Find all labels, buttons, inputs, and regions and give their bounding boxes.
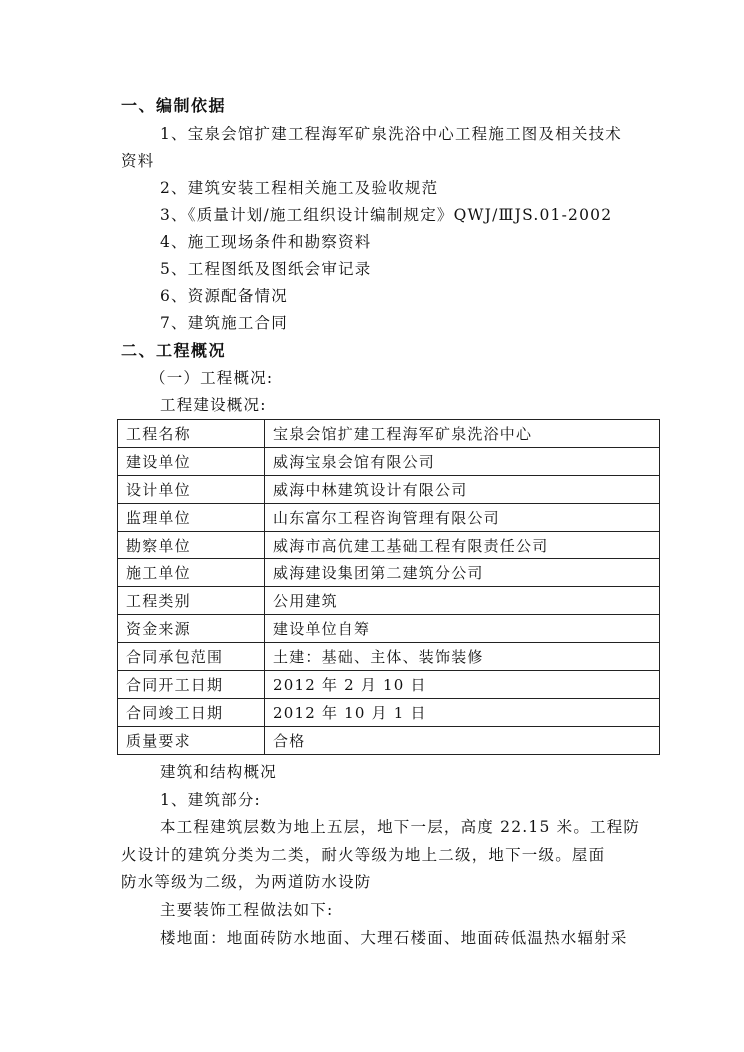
table-row <box>118 475 660 503</box>
architecture-paragraph-line-3: 防水等级为二级，为两道防水设防 <box>121 873 372 891</box>
table-cell-value: 2012 年 10 月 1 日 <box>265 698 660 726</box>
table-cell-label: 质量要求 <box>118 726 265 754</box>
table-cell-value: 威海中林建筑设计有限公司 <box>265 475 660 503</box>
table-cell-label: 勘察单位 <box>118 531 265 559</box>
table-cell-value: 合格 <box>265 726 660 754</box>
table-row <box>118 503 660 531</box>
basis-item-5: 5、工程图纸及图纸会审记录 <box>160 260 372 278</box>
architecture-section-title: 1、建筑部分: <box>160 791 261 809</box>
table-cell-value: 公用建筑 <box>265 587 660 615</box>
table-row <box>118 587 660 615</box>
table-cell-label: 监理单位 <box>118 503 265 531</box>
table-cell-label: 工程类别 <box>118 587 265 615</box>
table-cell-value: 威海市高伉建工基础工程有限责任公司 <box>265 531 660 559</box>
basis-item-3: 3、《质量计划/施工组织设计编制规定》QWJ/ⅢJS.01-2002 <box>160 206 613 224</box>
subheading-overview: （一）工程概况: <box>150 369 274 387</box>
structure-overview-title: 建筑和结构概况 <box>160 763 277 781</box>
table-row <box>118 531 660 559</box>
architecture-paragraph-line-1: 本工程建筑层数为地上五层，地下一层，高度 22.15 米。工程防 <box>160 818 641 836</box>
project-info-table <box>117 419 660 755</box>
table-row <box>118 447 660 475</box>
table-cell-value: 威海宝泉会馆有限公司 <box>265 447 660 475</box>
table-cell-value: 土建：基础、主体、装饰装修 <box>265 643 660 671</box>
table-row <box>118 643 660 671</box>
table-row <box>118 559 660 587</box>
table-cell-label: 建设单位 <box>118 447 265 475</box>
table-cell-label: 合同开工日期 <box>118 671 265 699</box>
table-cell-label: 合同竣工日期 <box>118 698 265 726</box>
table-cell-value: 山东富尔工程咨询管理有限公司 <box>265 503 660 531</box>
table-row <box>118 698 660 726</box>
table-cell-label: 工程名称 <box>118 420 265 448</box>
basis-item-2: 2、建筑安装工程相关施工及验收规范 <box>160 179 439 197</box>
table-row <box>118 615 660 643</box>
section-heading-overview: 二、工程概况 <box>121 341 227 360</box>
basis-item-4: 4、施工现场条件和勘察资料 <box>160 233 372 251</box>
floor-finish-line: 楼地面：地面砖防水地面、大理石楼面、地面砖低温热水辐射采 <box>160 929 628 947</box>
table-row <box>118 726 660 754</box>
table-cell-label: 设计单位 <box>118 475 265 503</box>
table-cell-value: 2012 年 2 月 10 日 <box>265 671 660 699</box>
basis-item-1: 1、宝泉会馆扩建工程海军矿泉洗浴中心工程施工图及相关技术 <box>160 125 622 143</box>
subheading-construction: 工程建设概况: <box>160 396 267 414</box>
table-cell-label: 施工单位 <box>118 559 265 587</box>
table-row <box>118 671 660 699</box>
architecture-paragraph-line-2: 火设计的建筑分类为二类，耐火等级为地上二级，地下一级。屋面 <box>121 846 606 864</box>
table-cell-label: 资金来源 <box>118 615 265 643</box>
section-heading-basis: 一、编制依据 <box>121 96 227 115</box>
table-cell-value: 宝泉会馆扩建工程海军矿泉洗浴中心 <box>265 420 660 448</box>
basis-item-6: 6、资源配备情况 <box>160 287 288 305</box>
basis-item-1-cont: 资料 <box>121 152 155 170</box>
table-cell-label: 合同承包范围 <box>118 643 265 671</box>
decoration-intro: 主要装饰工程做法如下: <box>160 901 334 919</box>
table-cell-value: 威海建设集团第二建筑分公司 <box>265 559 660 587</box>
basis-item-7: 7、建筑施工合同 <box>160 314 288 332</box>
table-row <box>118 420 660 448</box>
table-cell-value: 建设单位自筹 <box>265 615 660 643</box>
